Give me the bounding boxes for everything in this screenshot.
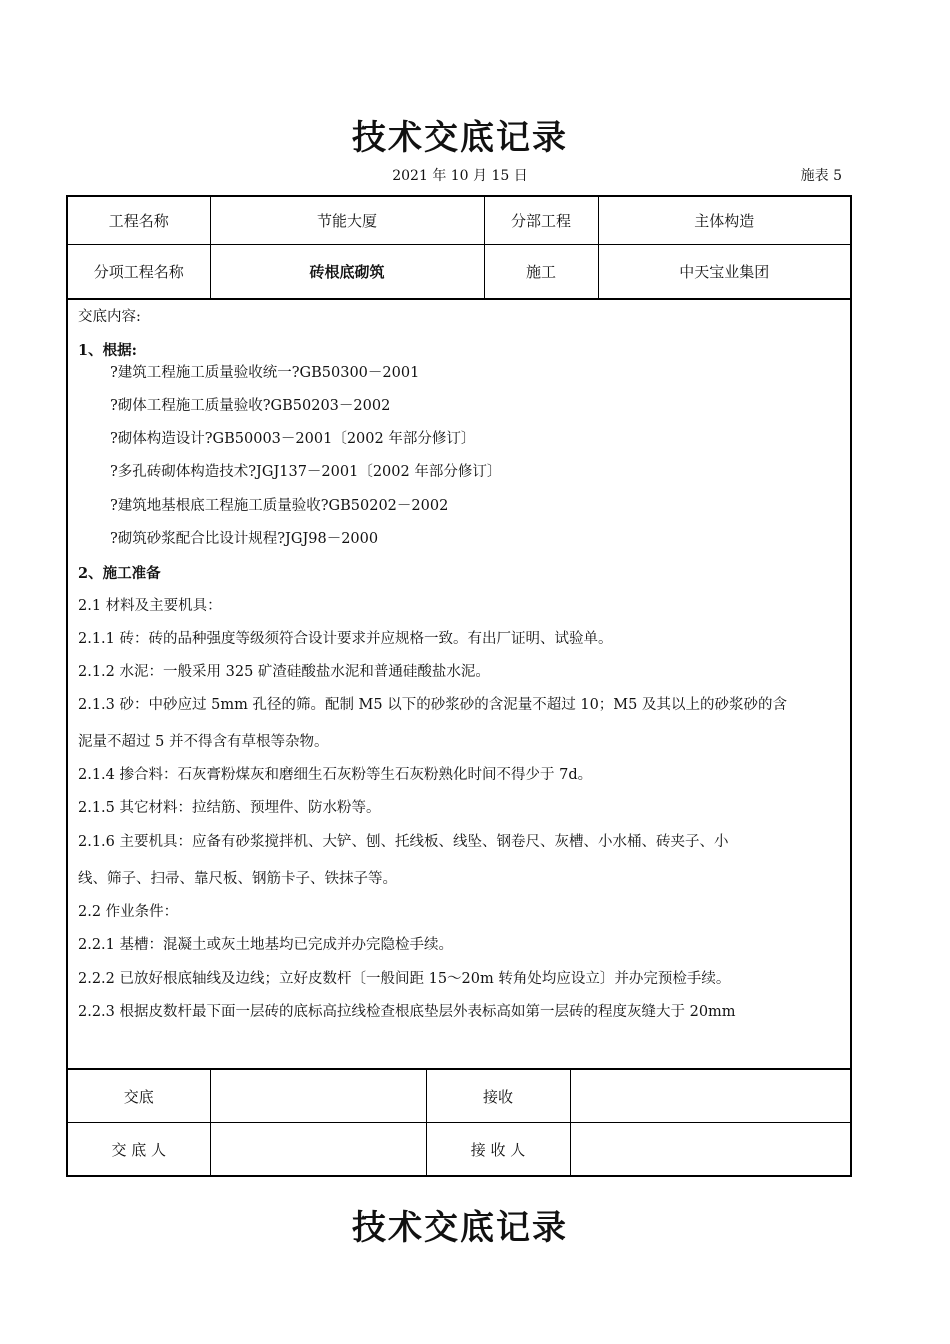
section-2-title: 2、施工准备 bbox=[78, 565, 161, 582]
content-intro: 交底内容: bbox=[78, 309, 141, 325]
subitem-value: 砖根底砌筑 bbox=[210, 245, 484, 300]
content-line: 2.1.4 掺合料：石灰膏粉煤灰和磨细生石灰粉等生石灰粉熟化时间不得少于 7d。 bbox=[78, 767, 593, 783]
handover-person-field[interactable] bbox=[210, 1123, 426, 1177]
reference-item: ?砌体构造设计?GB50003－2001〔2002 年部分修订〕 bbox=[110, 431, 476, 447]
form-number: 施表 5 bbox=[800, 168, 842, 184]
division-label: 分部工程 bbox=[484, 196, 598, 245]
content-line: 2.1.6 主要机具：应备有砂浆搅拌机、大铲、刨、托线板、线坠、钢卷尺、灰槽、小水桶、砖夹子、小 bbox=[78, 834, 729, 850]
construction-value: 中天宝业集团 bbox=[598, 245, 851, 300]
handover-content bbox=[66, 299, 852, 1069]
page-title: 技术交底记录 bbox=[352, 118, 568, 158]
content-line: 2.1 材料及主要机具： bbox=[78, 598, 222, 614]
content-line: 2.2.1 基槽：混凝土或灰土地基均已完成并办完隐检手续。 bbox=[78, 937, 454, 953]
reference-item: ?建筑地基根底工程施工质量验收?GB50202－2002 bbox=[110, 498, 449, 514]
division-value: 主体构造 bbox=[598, 196, 851, 245]
next-page-title: 技术交底记录 bbox=[352, 1208, 568, 1248]
content-line: 2.1.5 其它材料：拉结筋、预埋件、防水粉等。 bbox=[78, 800, 381, 816]
content-line: 2.2.2 已放好根底轴线及边线；立好皮数杆〔一般间距 15～20m 转角处均应设立〕并办完预检手续。 bbox=[78, 971, 731, 987]
content-line: 2.1.2 水泥：一般采用 325 矿渣硅酸盐水泥和普通硅酸盐水泥。 bbox=[78, 664, 490, 680]
handover-label: 交底 bbox=[67, 1069, 210, 1123]
reference-item: ?砌体工程施工质量验收?GB50203－2002 bbox=[110, 398, 391, 414]
project-name-label: 工程名称 bbox=[67, 196, 210, 245]
content-line: 2.2 作业条件： bbox=[78, 904, 179, 920]
signature-table bbox=[66, 1068, 852, 1177]
content-line: 2.1.1 砖：砖的品种强度等级须符合设计要求并应规格一致。有出厂证明、试验单。 bbox=[78, 631, 613, 647]
subitem-label: 分项工程名称 bbox=[67, 245, 210, 300]
content-line: 线、筛子、扫帚、靠尺板、钢筋卡子、铁抹子等。 bbox=[78, 871, 397, 887]
content-line: 2.2.3 根据皮数杆最下面一层砖的底标高拉线检查根底垫层外表标高如第一层砖的程度灰缝大于 20mm bbox=[78, 1004, 736, 1020]
content-line: 2.1.3 砂：中砂应过 5mm 孔径的筛。配制 M5 以下的砂浆砂的含泥量不超过 10；M5 及其以上的砂浆砂的含 bbox=[78, 697, 787, 713]
header-table bbox=[66, 195, 852, 300]
section-1-title: 1、根据: bbox=[78, 342, 137, 359]
construction-label: 施工 bbox=[484, 245, 598, 300]
receive-signature-field[interactable] bbox=[570, 1069, 851, 1123]
receive-label: 接收 bbox=[426, 1069, 570, 1123]
reference-item: ?建筑工程施工质量验收统一?GB50300－2001 bbox=[110, 365, 420, 381]
project-name-value: 节能大厦 bbox=[210, 196, 484, 245]
record-date: 2021 年 10 月 15 日 bbox=[392, 168, 528, 184]
handover-signature-field[interactable] bbox=[210, 1069, 426, 1123]
reference-item: ?砌筑砂浆配合比设计规程?JGJ98－2000 bbox=[110, 531, 379, 547]
content-line: 泥量不超过 5 并不得含有草根等杂物。 bbox=[78, 734, 329, 750]
receive-person-label: 接 收 人 bbox=[426, 1123, 570, 1177]
handover-person-label: 交 底 人 bbox=[67, 1123, 210, 1177]
receive-person-field[interactable] bbox=[570, 1123, 851, 1177]
reference-item: ?多孔砖砌体构造技术?JGJ137－2001〔2002 年部分修订〕 bbox=[110, 464, 502, 480]
